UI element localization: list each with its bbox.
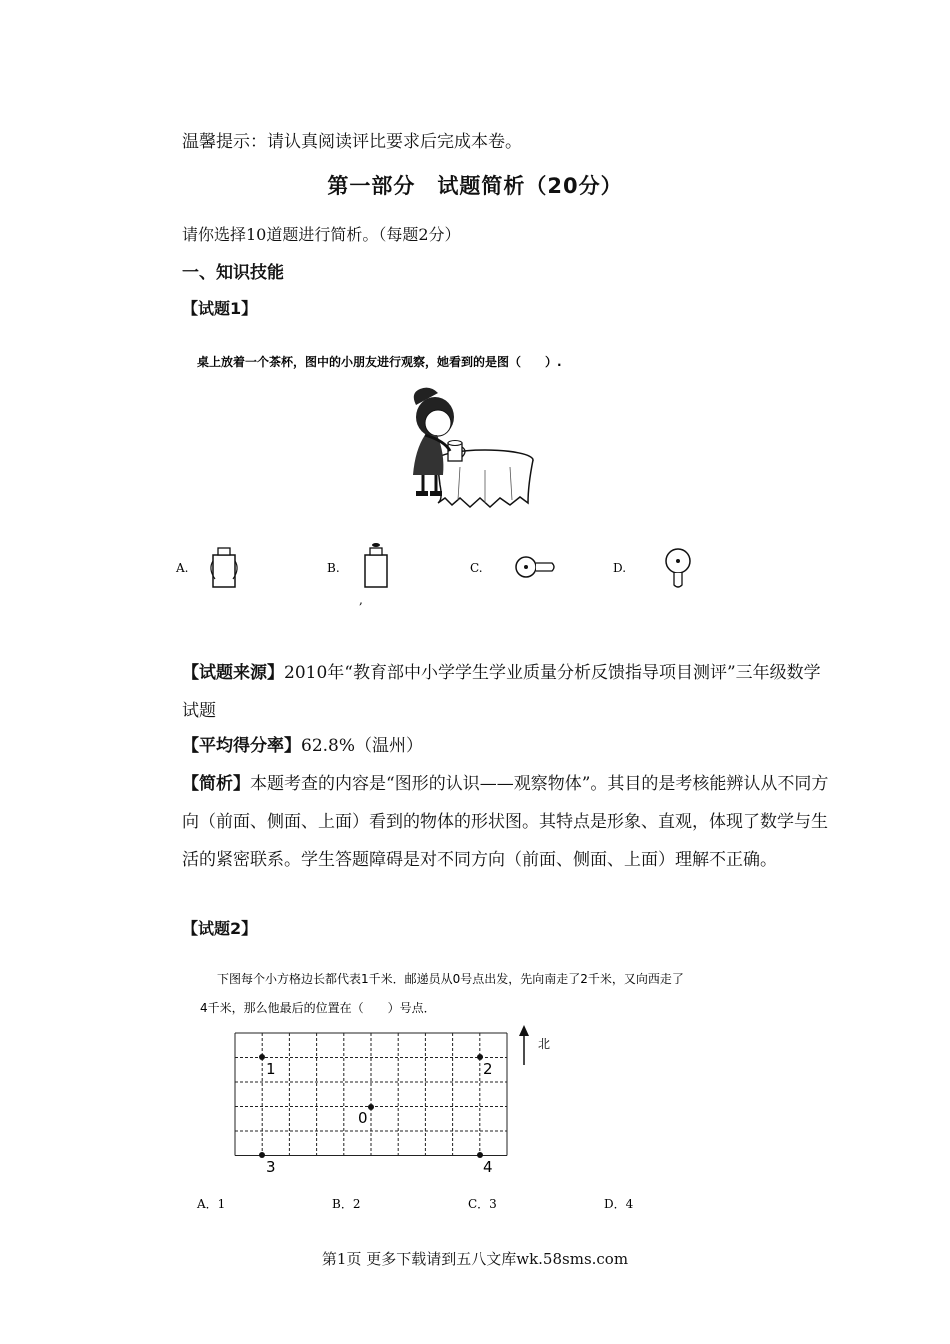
q2-figure-line1: 下图每个小方格边长都代表1千米．邮递员从0号点出发，先向南走了2千米，又向西走了: [217, 972, 684, 986]
q1-source-paragraph: [145, 654, 835, 730]
q1-analysis-paragraph: [145, 765, 835, 879]
option-b-cup-icon: [359, 543, 387, 607]
part-heading: [0, 170, 950, 200]
q2-figure-line2: 4千米，那么他最后的位置在（ ）号点．: [200, 1001, 436, 1015]
point-1-label: 1: [266, 1060, 276, 1078]
point-0-marker: [368, 1104, 374, 1110]
option-c-topview-icon: [516, 557, 554, 577]
point-1-marker: [259, 1054, 265, 1060]
point-2-label: 2: [483, 1060, 493, 1078]
north-arrow-icon: [519, 1025, 529, 1065]
q1-analysis-label: 【简析】: [182, 774, 250, 794]
page-footer: 第1页 更多下载请到五八文库wk.58sms.com: [321, 1250, 629, 1268]
q1-option-c: C.: [470, 561, 483, 575]
question2-figure: [180, 960, 800, 1220]
part-title: 第一部分: [327, 174, 416, 198]
point-3-marker: [259, 1152, 265, 1158]
map-grid: [235, 1033, 507, 1156]
option-a-cup-icon: [211, 548, 237, 587]
question1-figure: [140, 335, 627, 635]
q2-option-a: A．1: [197, 1197, 226, 1211]
tip-text: 温馨提示：请认真阅读评比要求后完成本卷。: [182, 132, 522, 152]
q1-analysis-text: 本题考查的内容是“图形的认识——观察物体”。其目的是考核能辨认从不同方向（前面、侧面、上面）看到的物体的形状图。其特点是形象、直观，体现了数学与生活的紧密联系。学生答题障碍是对不同方向（前面、侧面、上面）理解不正确。: [182, 774, 829, 870]
q1-option-a: A.: [176, 561, 189, 575]
section-heading: 一、知识技能: [182, 263, 284, 283]
q1-score-text: 62.8%（温州）: [301, 736, 424, 756]
q1-option-d: D.: [613, 561, 627, 575]
q1-score-label: 【平均得分率】: [182, 736, 301, 756]
q1-figure-text: 桌上放着一个茶杯，图中的小朋友进行观察，她看到的是图（ ）.: [197, 355, 562, 369]
q1-source-label: 【试题来源】: [182, 663, 284, 683]
part-subtitle: 试题简析（20分）: [437, 174, 623, 198]
instruction-text: 请你选择10道题进行简析。（每题2分）: [182, 225, 461, 244]
point-4-label: 4: [483, 1158, 493, 1176]
question2-label: 【试题2】: [182, 919, 258, 938]
q2-option-b: B．2: [332, 1197, 361, 1211]
point-0-label: 0: [358, 1109, 368, 1127]
q1-source-text: 2010年“教育部中小学学生学业质量分析反馈指导项目测评”三年级数学试题: [182, 663, 821, 721]
cup-illustration: [448, 441, 465, 462]
q2-option-d: D．4: [604, 1197, 634, 1211]
q2-option-c: C．3: [468, 1197, 497, 1211]
q1-score-paragraph: [145, 727, 835, 765]
q1-option-b: B.: [327, 561, 340, 575]
point-3-label: 3: [266, 1158, 276, 1176]
question1-label: 【试题1】: [182, 299, 258, 318]
svg-text:,: ,: [359, 593, 363, 607]
option-d-topview-icon: [666, 549, 690, 587]
north-label: 北: [538, 1037, 551, 1051]
